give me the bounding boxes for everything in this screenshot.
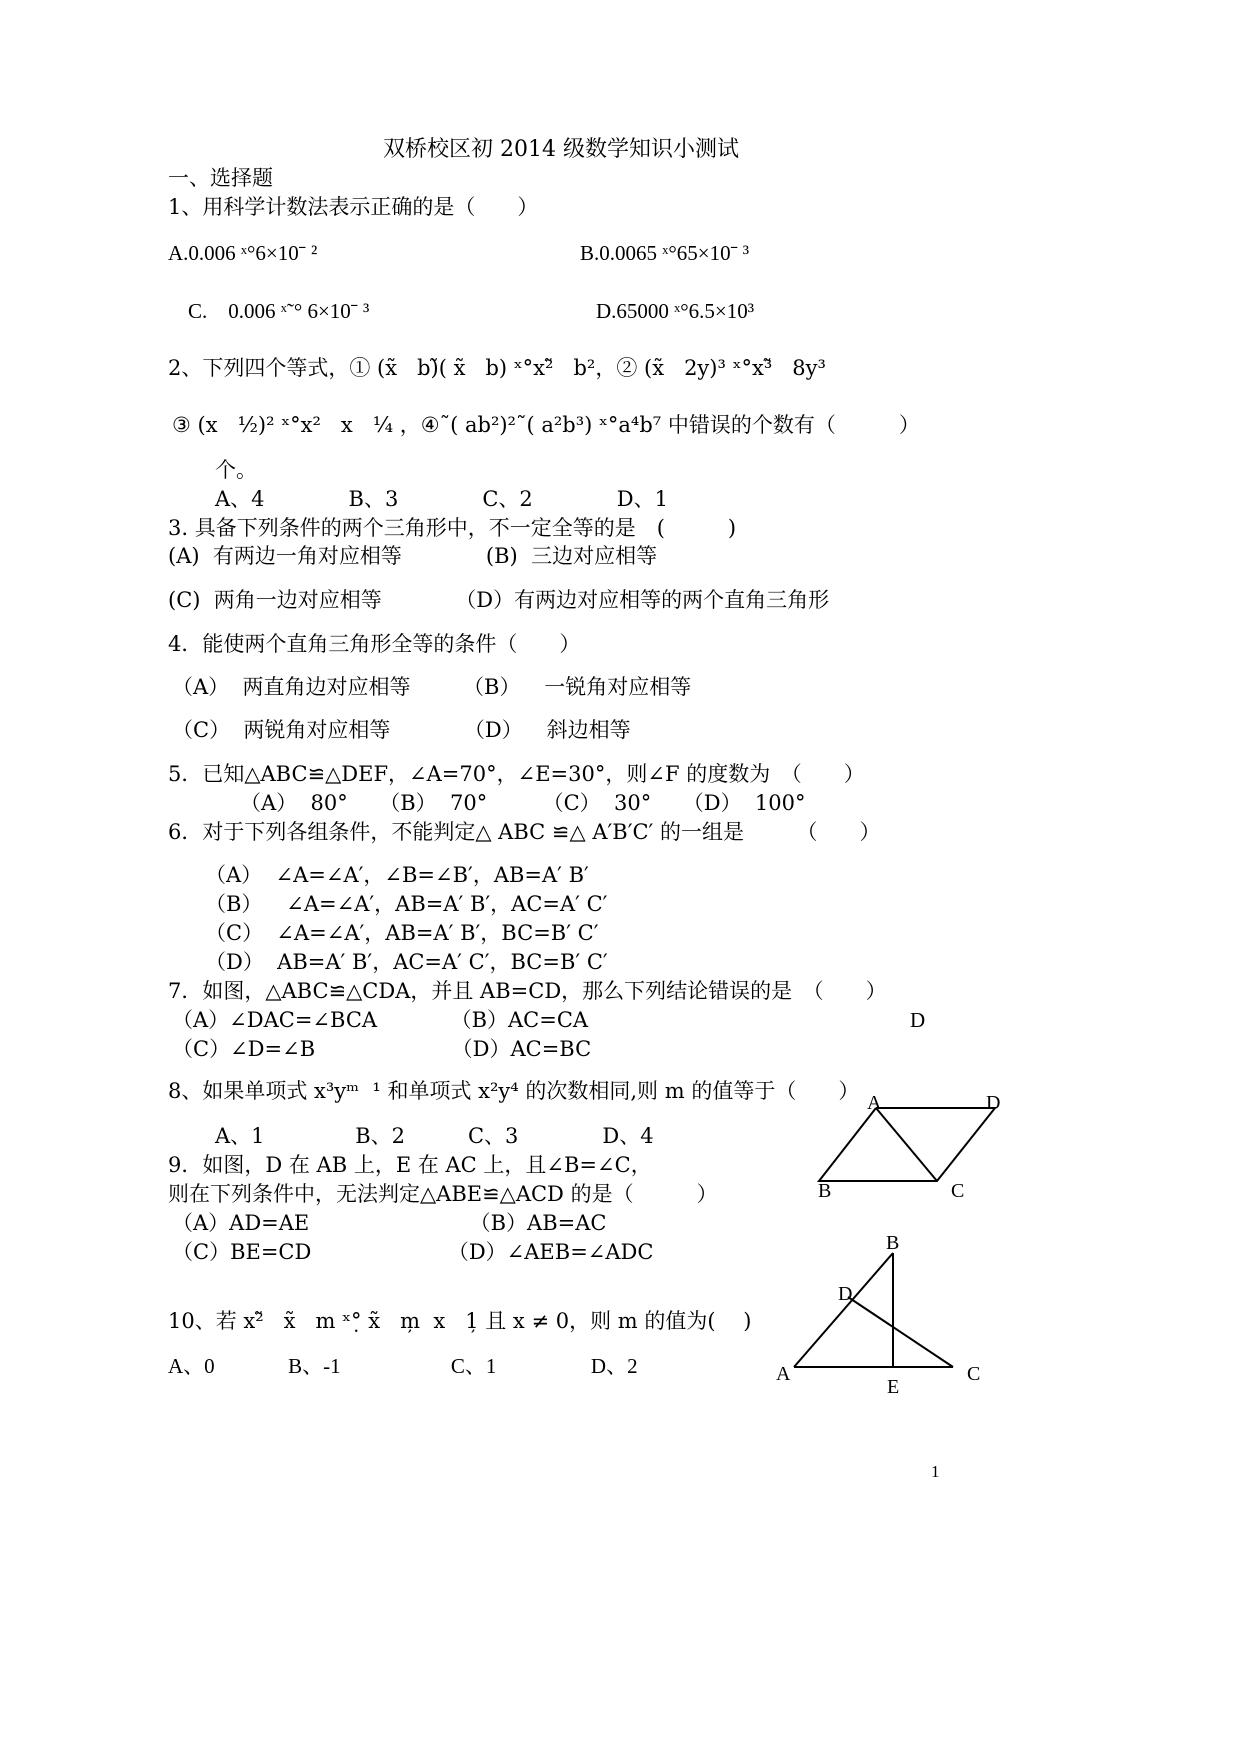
- q6-stem: 6．对于下列各组条件，不能判定△ ABC ≌△ A′B′C′ 的一组是 （ ）: [168, 820, 881, 844]
- q2-line3: 个。: [215, 458, 257, 482]
- q8-stem: 8、如果单项式 x³yᵐ ¹ 和单项式 x²y⁴ 的次数相同,则 m 的值等于（ ）: [168, 1079, 860, 1103]
- q7-options-ab: （A）∠DAC=∠BCA （B）AC=CA: [172, 1008, 589, 1032]
- q3-options-cd: (C) 两角一边对应相等 （D）有两边对应相等的两个直角三角形: [168, 588, 830, 612]
- q5-options: （A） 80° （B） 70° （C） 30° （D） 100°: [240, 791, 806, 815]
- segment-dc: [848, 1297, 953, 1367]
- q6-option-c: （C） ∠A=∠A′，AB=A′ B′，BC=B′ C′: [205, 921, 599, 945]
- q2-line2: ③ (x ½)² ˣ°x² x ¼ ，④˜( ab²)²˜( a²b³) ˣ°a⁴b⁷ 中错误的个数有（ ）: [172, 413, 920, 437]
- q5-stem: 5．已知△ABC≌△DEF，∠A=70°，∠E=30°，则∠F 的度数为 （ ）: [168, 762, 865, 786]
- fig2-label-e: E: [887, 1376, 900, 1398]
- q2-options: A、4 B、3 C、2 D、1: [215, 487, 668, 511]
- fig1-label-b: B: [818, 1180, 832, 1202]
- fig2-label-c: C: [967, 1363, 981, 1385]
- fig1-label-d: D: [986, 1092, 1001, 1114]
- q10-options: A、0 B、-1 C、1 D、2: [168, 1354, 638, 1378]
- q4-options-ab: （A） 两直角边对应相等 （B） 一锐角对应相等: [172, 675, 692, 699]
- q6-option-a: （A） ∠A=∠A′，∠B=∠B′，AB=A′ B′: [205, 863, 589, 887]
- q1-option-c: C. 0.006 ˣ˜° 6×10ˉ ³: [188, 299, 370, 323]
- section-heading: 一、选择题: [168, 166, 273, 190]
- q1-option-a: A.0.006 ˣ°6×10ˉ ²: [168, 241, 318, 265]
- stray-label-d: D: [910, 1008, 926, 1032]
- segment-ab: [794, 1253, 893, 1367]
- q3-options-ab: (A) 有两边一角对应相等 (B) 三边对应相等: [168, 544, 658, 568]
- page-title: 双桥校区初 2014 级数学知识小测试: [383, 137, 739, 162]
- q3-stem: 3. 具备下列条件的两个三角形中，不一定全等的是 ( ): [168, 516, 737, 540]
- q1-option-d: D.65000 ˣ°6.5×10³: [596, 299, 755, 323]
- q6-option-d: （D） AB=A′ B′，AC=A′ C′，BC=B′ C′: [205, 950, 608, 974]
- q1-stem: 1、用科学计数法表示正确的是（ ）: [168, 195, 539, 219]
- q9-stem-line1: 9．如图，D 在 AB 上，E 在 AC 上，且∠B=∠C，: [168, 1153, 652, 1177]
- fig2-label-a: A: [776, 1363, 791, 1385]
- page-number: 1: [931, 1462, 940, 1481]
- q8-options: A、1 B、2 C、3 D、4: [215, 1124, 654, 1148]
- q1-option-b: B.0.0065 ˣ°65×10ˉ ³: [580, 241, 750, 265]
- q2-line1: 2、下列四个等式，① (x̃ b)̃( x̃ b) ˣ°x²̃ b²，② (x̃ 2y)³ ˣ°x³̃ 8y³: [168, 356, 826, 380]
- q9-options-cd: （C）BE=CD （D）∠AEB=∠ADC: [172, 1240, 654, 1264]
- fig1-label-c: C: [951, 1180, 965, 1202]
- q10-stem: 10、若 x²̃ x̃ m ˣ°̣ x̃ m̦ x 1̦ 且 x ≠ 0，则 m 的值为( ): [168, 1309, 752, 1333]
- fig1-label-a: A: [867, 1092, 882, 1114]
- q4-options-cd: （C） 两锐角对应相等 （D） 斜边相等: [172, 718, 631, 742]
- q9-stem-line2: 则在下列条件中，无法判定△ABE≌△ACD 的是（ ）: [168, 1182, 718, 1206]
- fig2-label-b: B: [886, 1232, 900, 1254]
- q7-stem: 7．如图，△ABC≌△CDA，并且 AB=CD，那么下列结论错误的是 （ ）: [168, 979, 887, 1003]
- fig2-label-d: D: [838, 1283, 853, 1305]
- q6-option-b: （B） ∠A=∠A′，AB=A′ B′，AC=A′ C′: [205, 892, 608, 916]
- q7-options-cd: （C）∠D=∠B （D）AC=BC: [172, 1037, 592, 1061]
- q9-options-ab: （A）AD=AE （B）AB=AC: [172, 1211, 607, 1235]
- q4-stem: 4．能使两个直角三角形全等的条件（ ）: [168, 632, 581, 656]
